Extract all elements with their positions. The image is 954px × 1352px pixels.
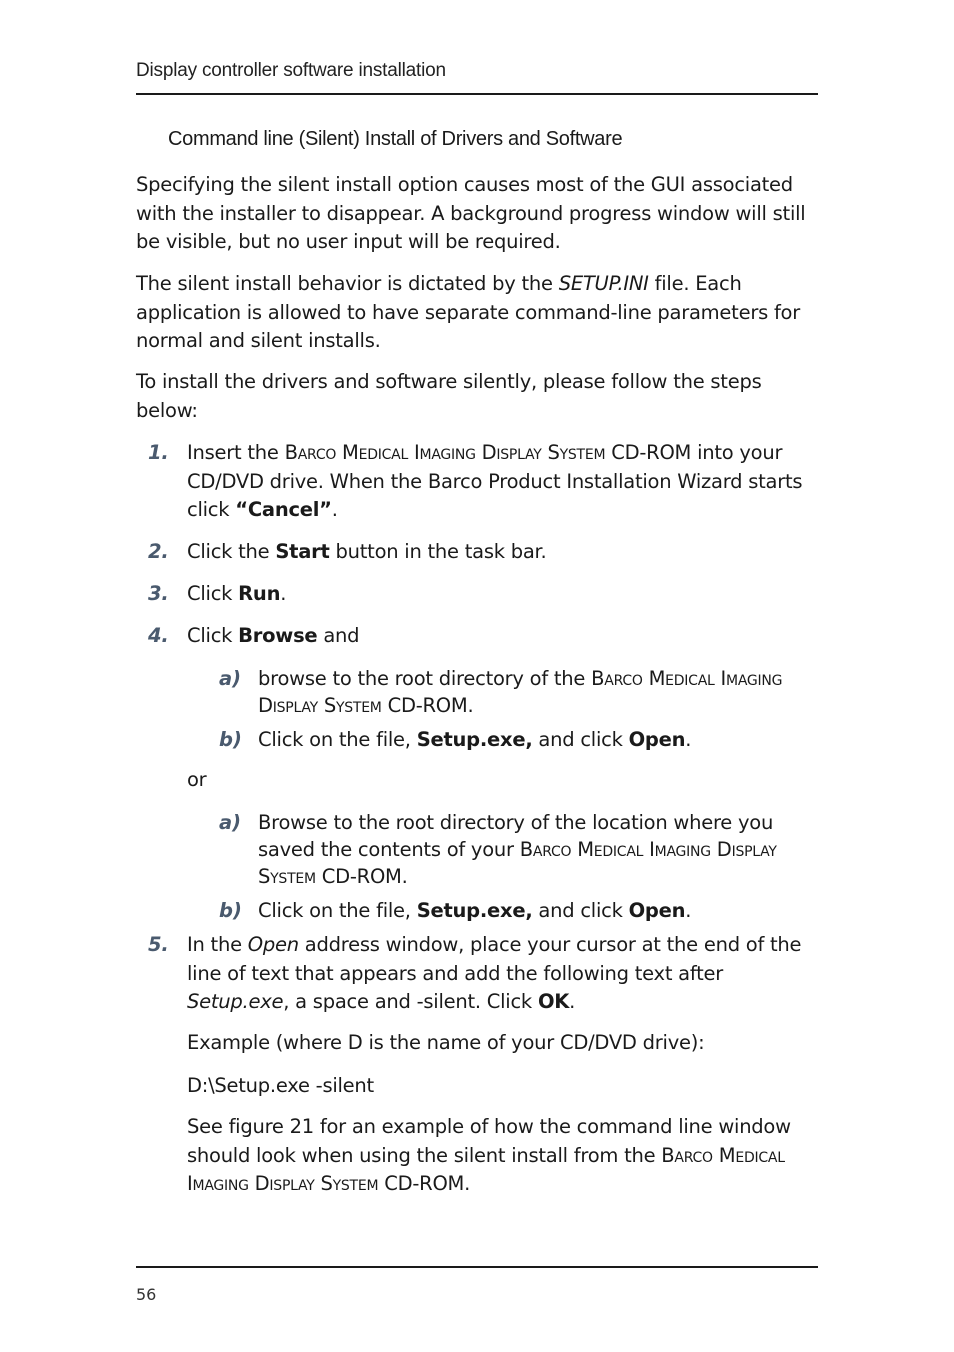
product-name: Barco Medical Imaging Display System [187,1143,785,1195]
step-number: 5. [148,933,169,956]
example-caption: Example (where D is the name of your CD/DVD drive): [187,1031,705,1054]
setup-exe-keyword: Setup.exe, [416,899,533,922]
substep-label: b) [219,728,242,751]
product-name: Barco Medical Imaging Display System [258,667,783,717]
substep-text: Browse to the root directory of the location where you saved the contents of your Barco Medical Imaging Display System CD-ROM. [258,811,777,888]
product-name: Barco Medical Imaging Display System [258,838,777,888]
substep-text: Click on the file, Setup.exe, and click Open. [258,728,692,751]
substep-label: a) [219,667,242,690]
figure-reference-paragraph: See figure 21 for an example of how the command line window should look when using the silent install from the Barco Medical Imaging Display System CD-ROM. [187,1115,791,1195]
run-keyword: Run [238,582,281,605]
step-text: Insert the Barco Medical Imaging Display System CD-ROM into your CD/DVD drive. When the Barco Product Installation Wizard starts click “Cancel”. [187,441,803,521]
running-header: Display controller software installation [136,60,446,81]
substep-text: browse to the root directory of the Barco Medical Imaging Display System CD-ROM. [258,667,783,717]
footer-rule [136,1266,818,1268]
start-keyword: Start [275,540,330,563]
step-text: In the Open address window, place your cursor at the end of the line of text that appears and add the following text after Setup.exe, a space and -silent. Click OK. [187,933,802,1013]
intro-paragraph-3: To install the drivers and software silently, please follow the steps below: [136,370,762,422]
browse-keyword: Browse [238,624,318,647]
header-rule [136,93,818,95]
step-number: 3. [148,582,169,605]
setup-exe-name: Setup.exe [187,990,284,1013]
setup-exe-keyword: Setup.exe, [416,728,533,751]
command-example: D:\Setup.exe -silent [187,1074,374,1097]
product-name: Barco Medical Imaging Display System [284,441,606,464]
intro-paragraph-2: The silent install behavior is dictated by the SETUP.INI file. Each application is allowed to have separate command-line parameters for normal and silent installs. [136,272,801,352]
step-text: Click the Start button in the task bar. [187,540,547,563]
step-number: 4. [148,624,169,647]
step-text: Click Browse and [187,624,360,647]
step-text: Click Run. [187,582,287,605]
section-heading: Command line (Silent) Install of Drivers and Software [168,128,623,150]
intro-paragraph-1: Specifying the silent install option causes most of the GUI associated with the installer to disappear. A background progress window will still be visible, but no user input will be required. [136,173,806,253]
ok-keyword: OK [537,990,570,1013]
open-keyword: Open [628,899,686,922]
open-keyword: Open [628,728,686,751]
substep-label: a) [219,811,242,834]
setup-ini-filename: SETUP.INI [558,272,649,295]
step-number: 2. [148,540,169,563]
substep-text: Click on the file, Setup.exe, and click Open. [258,899,692,922]
page-number: 56 [136,1285,157,1304]
or-separator: or [187,768,207,791]
step-number: 1. [148,441,169,464]
cancel-keyword: “Cancel” [235,498,332,521]
substep-label: b) [219,899,242,922]
open-window-name: Open [247,933,299,956]
